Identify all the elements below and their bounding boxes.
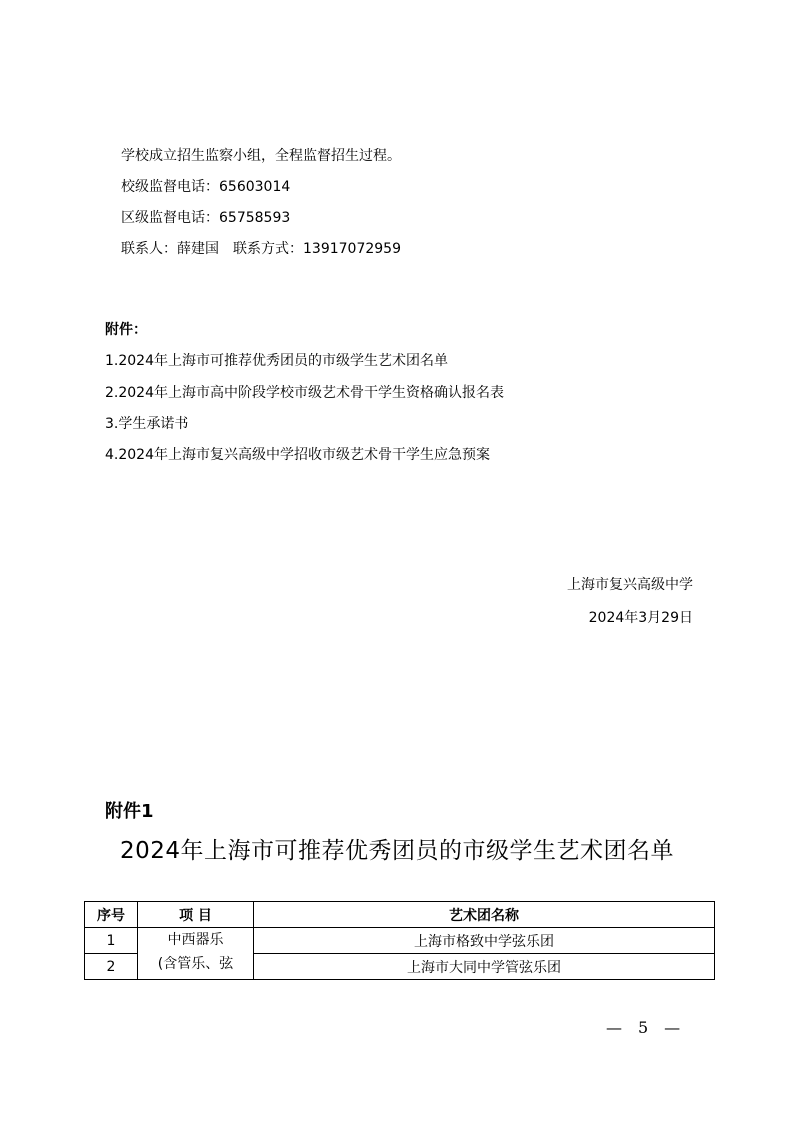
attachments-heading: 附件：: [105, 322, 147, 338]
header-troupe-name: 艺术团名称: [254, 902, 715, 928]
appendix-label: 附件1: [105, 801, 154, 822]
table-row: [85, 928, 715, 954]
row-troupe-name: 上海市格致中学弦乐团: [254, 928, 715, 954]
header-no: 序号: [85, 902, 138, 928]
body-line-1: 学校成立招生监察小组，全程监督招生过程。: [121, 148, 401, 164]
page-number: — 5 —: [606, 1018, 681, 1037]
attachment-item-4: 4.2024年上海市复兴高级中学招收市级艺术骨干学生应急预案: [105, 447, 490, 463]
appendix-title: 2024年上海市可推荐优秀团员的市级学生艺术团名单: [120, 838, 675, 864]
body-line-4: 联系人：薛建国 联系方式：13917072959: [121, 241, 401, 257]
row-no: 2: [85, 954, 138, 980]
attachment-item-1: 1.2024年上海市可推荐优秀团员的市级学生艺术团名单: [105, 353, 448, 369]
row-no: 1: [85, 928, 138, 954]
signature-date: 2024年3月29日: [588, 610, 693, 626]
table-header-row: [85, 902, 715, 928]
signature-org: 上海市复兴高级中学: [567, 577, 693, 593]
project-line-1: 中西器乐: [167, 932, 224, 948]
project-cell: [138, 928, 254, 980]
art-troupe-table: [84, 901, 715, 980]
row-troupe-name: 上海市大同中学管弦乐团: [254, 954, 715, 980]
body-line-3: 区级监督电话：65758593: [121, 210, 291, 226]
attachment-item-2: 2.2024年上海市高中阶段学校市级艺术骨干学生资格确认报名表: [105, 385, 504, 401]
attachment-item-3: 3.学生承诺书: [105, 416, 189, 432]
header-project: 项 目: [138, 902, 254, 928]
body-line-2: 校级监督电话：65603014: [121, 179, 291, 195]
project-line-2: (含管乐、弦: [157, 956, 234, 972]
